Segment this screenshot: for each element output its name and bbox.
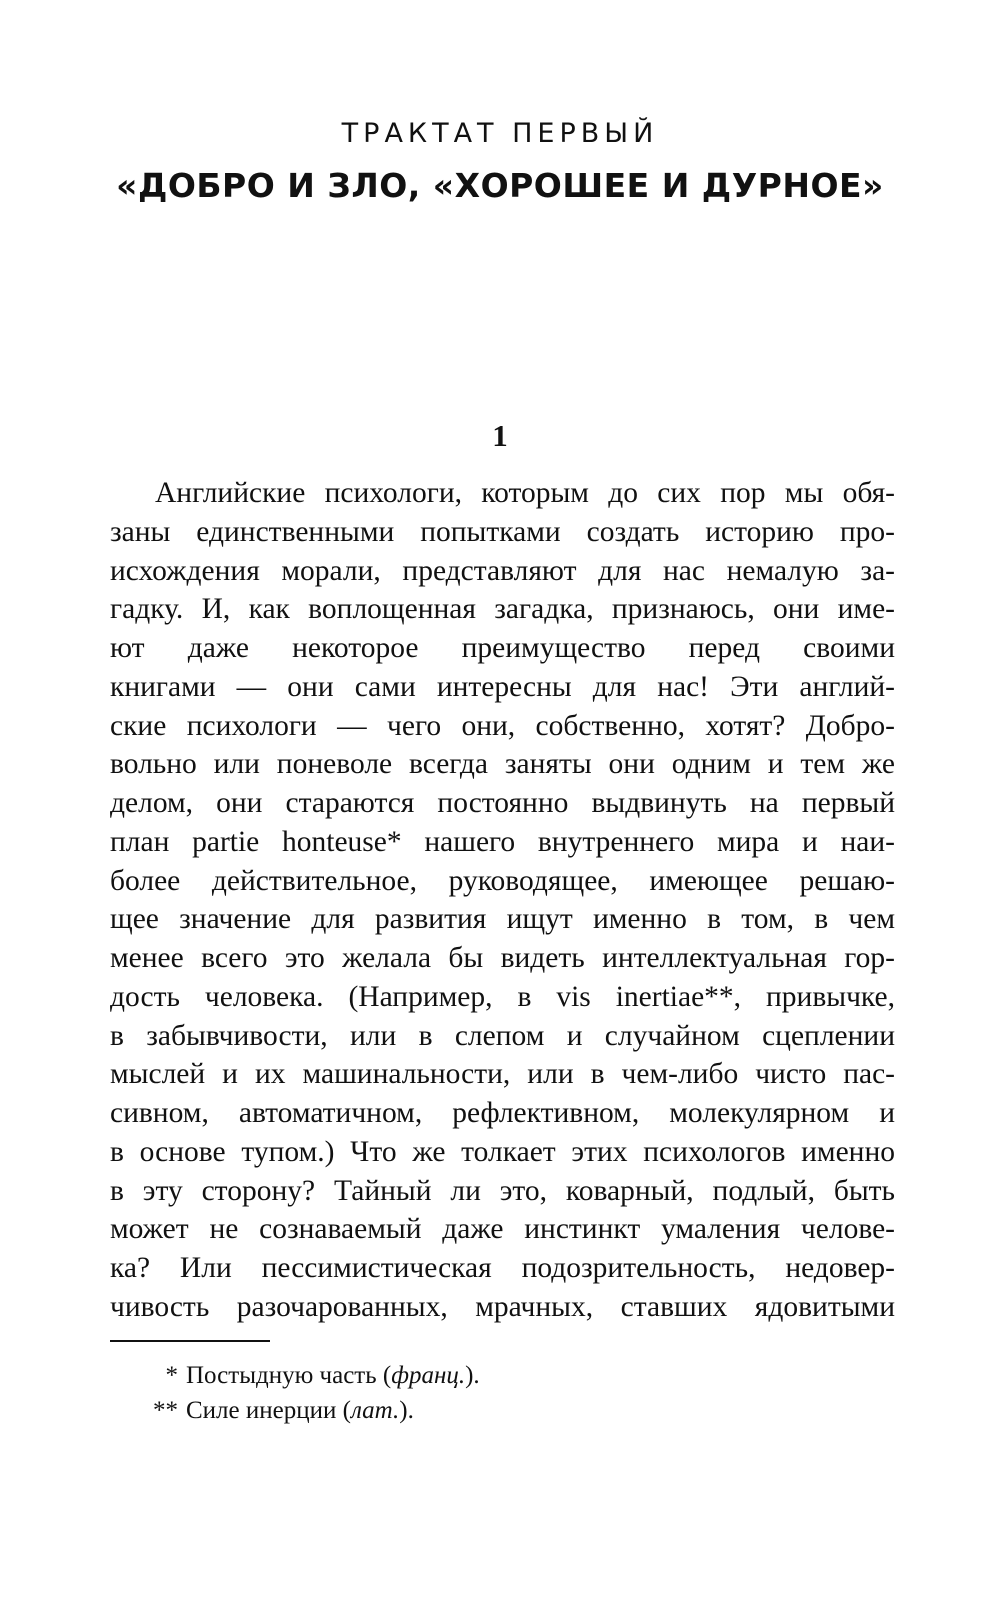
text-line: менее всего это желала бы видеть интеллектуальная гор-: [110, 942, 895, 974]
text-line: ка? Или пессимистическая подозрительность, недовер-: [110, 1252, 895, 1284]
text-line: исхождения морали, представляют для нас немалую за-: [110, 554, 895, 587]
text-line: может не сознаваемый даже инстинкт умаления челове-: [110, 1213, 895, 1246]
footnote-language: франц.: [391, 1362, 466, 1389]
body-paragraph: [110, 474, 895, 1327]
footnote-text: Силе инерции (: [186, 1397, 351, 1424]
text-line: делом, они стараются постоянно выдвинуть на первый: [110, 787, 895, 819]
text-line: книгами — они сами интересны для нас! Эти англий-: [110, 670, 895, 703]
text-line: в забывчивости, или в слепом и случайном сцеплении: [110, 1019, 895, 1052]
text-line: план partie honteuse* нашего внутреннего мира и наи-: [110, 825, 895, 858]
text-line: гадку. И, как воплощенная загадка, признаюсь, они име-: [110, 593, 895, 626]
text-line: заны единственными попытками создать историю про-: [110, 515, 895, 548]
footnote-close: ).: [399, 1397, 414, 1424]
footnote-close: ).: [465, 1362, 480, 1389]
text-line: сивном, автоматичном, рефлективном, молекулярном и: [110, 1097, 895, 1129]
text-line: ют даже некоторое преимущество перед своими: [110, 632, 895, 664]
text-line: щее значение для развития ищут именно в том, в чем: [110, 903, 895, 936]
treatise-title: «ДОБРО И ЗЛО, «ХОРОШЕЕ И ДУРНОЕ»: [116, 166, 884, 205]
text-line: ские психологи — чего они, собственно, хотят? Добро-: [110, 709, 895, 742]
footnote-2: [140, 1393, 840, 1428]
text-line: более действительное, руководящее, имеющее решаю-: [110, 864, 895, 897]
footnote-mark: **: [153, 1397, 178, 1424]
treatise-label: ТРАКТАТ ПЕРВЫЙ: [341, 118, 659, 149]
footnote-mark: *: [165, 1362, 178, 1389]
footnote-language: лат.: [350, 1397, 400, 1424]
text-line: мыслей и их машинальности, или в чем-либо чисто пас-: [110, 1058, 895, 1091]
text-line: дость человека. (Например, в vis inertiae**, привычке,: [110, 980, 895, 1013]
text-line: чивость разочарованных, мрачных, ставших ядовитыми: [110, 1290, 895, 1323]
footnote-divider: [110, 1340, 270, 1342]
text-line: в эту сторону? Тайный ли это, коварный, подлый, быть: [110, 1174, 895, 1207]
text-line: в основе тупом.) Что же толкает этих психологов именно: [110, 1135, 895, 1168]
footnote-1: [140, 1358, 840, 1393]
text-line: вольно или поневоле всегда заняты они одним и тем же: [110, 748, 895, 781]
footnotes: [140, 1358, 840, 1428]
footnote-text: Постыдную часть (: [186, 1362, 392, 1389]
section-number: 1: [492, 418, 508, 453]
text-line: Английские психологи, которым до сих пор мы обя-: [155, 477, 895, 509]
